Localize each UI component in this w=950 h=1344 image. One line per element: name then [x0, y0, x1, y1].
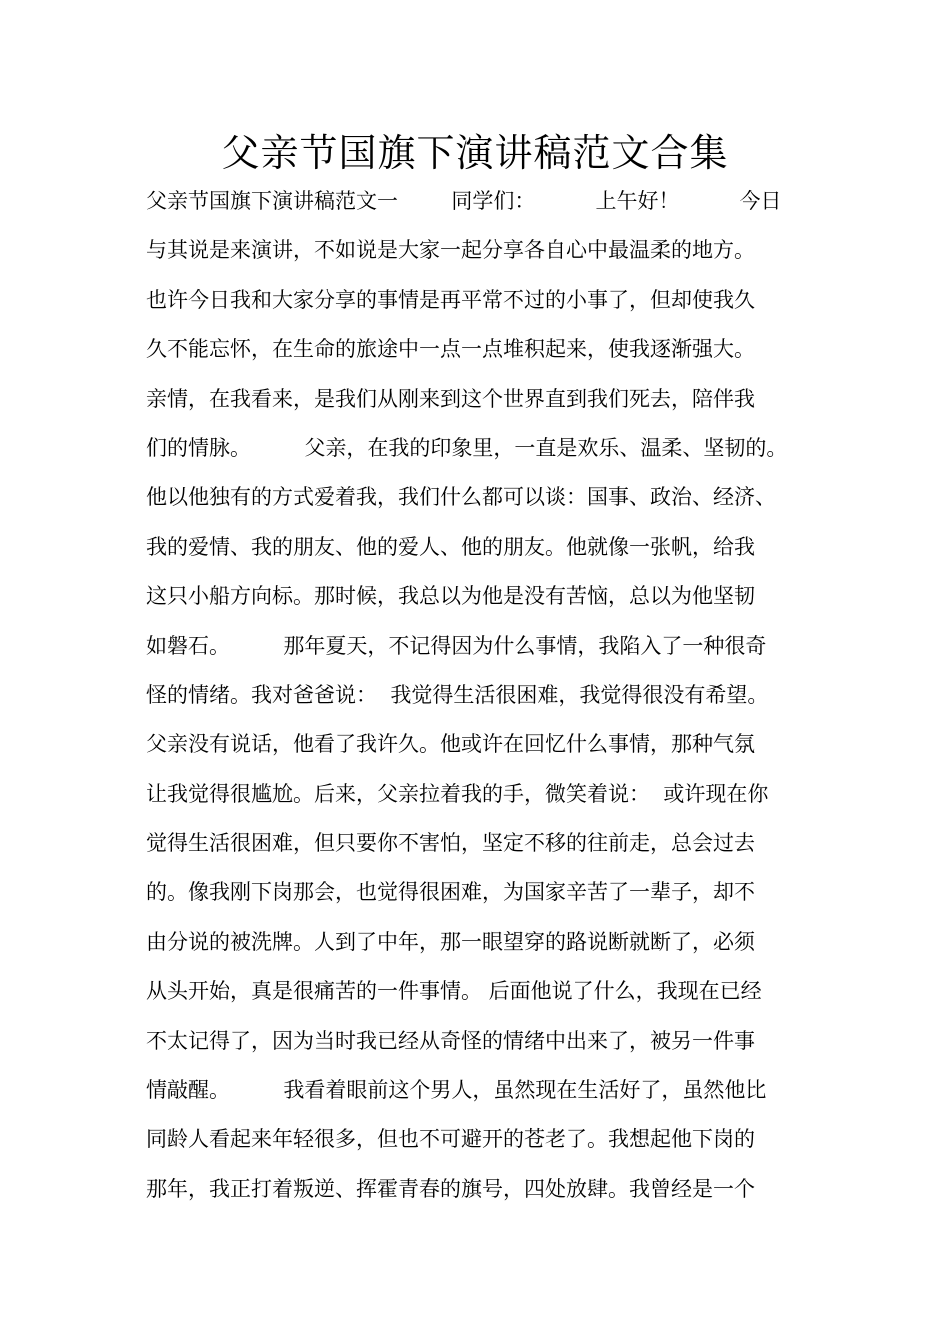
body-line: 他以他独有的方式爱着我，我们什么都可以谈：国事、政治、经济、: [146, 485, 776, 510]
body-line: 让我觉得很尴尬。后来，父亲拉着我的手，微笑着说： 或许现在你: [146, 781, 769, 806]
body-line: 不太记得了，因为当时我已经从奇怪的情绪中出来了，被另一件事: [146, 1028, 755, 1053]
body-line: 们的情脉。 父亲，在我的印象里，一直是欢乐、温柔、坚韧的。: [146, 435, 788, 460]
document-title: 父亲节国旗下演讲稿范文合集: [221, 131, 729, 175]
document-body: [146, 180, 826, 1217]
body-line: 情敲醒。 我看着眼前这个男人，虽然现在生活好了，虽然他比: [146, 1078, 767, 1103]
body-line: 怪的情绪。我对爸爸说： 我觉得生活很困难，我觉得很没有希望。: [146, 682, 769, 707]
body-line: 父亲没有说话，他看了我许久。他或许在回忆什么事情，那种气氛: [146, 732, 755, 757]
body-line: 觉得生活很困难，但只要你不害怕，坚定不移的往前走，总会过去: [146, 831, 755, 856]
body-line: 亲情，在我看来，是我们从刚来到这个世界直到我们死去，陪伴我: [146, 386, 755, 411]
body-line: 我的爱情、我的朋友、他的爱人、他的朋友。他就像一张帆，给我: [146, 534, 755, 559]
body-line: 久不能忘怀，在生命的旅途中一点一点堆积起来，使我逐渐强大。: [146, 337, 755, 362]
body-line: 的。像我刚下岗那会，也觉得很困难，为国家辛苦了一辈子，却不: [146, 880, 755, 905]
body-line: 也许今日我和大家分享的事情是再平常不过的小事了，但却使我久: [146, 287, 755, 312]
body-line: 由分说的被洗牌。人到了中年，那一眼望穿的路说断就断了，必须: [146, 929, 755, 954]
body-line: 同龄人看起来年轻很多，但也不可避开的苍老了。我想起他下岗的: [146, 1127, 755, 1152]
body-line: 如磐石。 那年夏天，不记得因为什么事情，我陷入了一种很奇: [146, 633, 767, 658]
body-line: 那年，我正打着叛逆、挥霍青春的旗号，四处放肆。我曾经是一个: [146, 1176, 755, 1201]
body-line: 与其说是来演讲，不如说是大家一起分享各自心中最温柔的地方。: [146, 238, 755, 263]
body-line: 父亲节国旗下演讲稿范文一 同学们： 上午好！ 今日: [146, 189, 782, 213]
body-line: 从头开始，真是很痛苦的一件事情。 后面他说了什么，我现在已经: [146, 979, 762, 1004]
body-line: 这只小船方向标。那时候，我总以为他是没有苦恼，总以为他坚韧: [146, 584, 755, 609]
